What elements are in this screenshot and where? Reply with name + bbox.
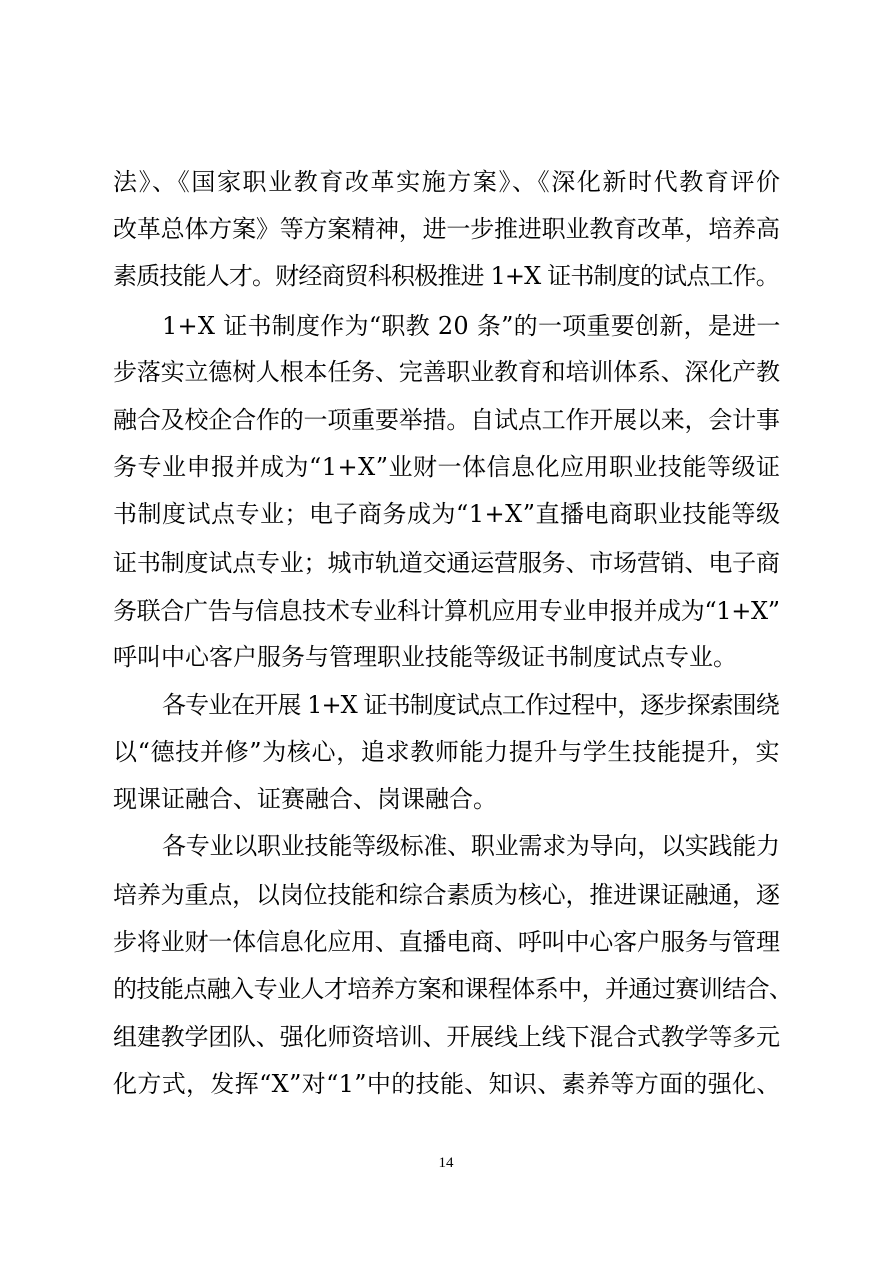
text-line: 法》、《国家职业教育改革实施方案》、《深化新时代教育评价	[113, 168, 782, 196]
text-line: 步落实立德树人根本任务、完善职业教育和培训体系、深化产教	[113, 358, 780, 386]
text-line: 改革总体方案》等方案精神，进一步推进职业教育改革，培养高	[113, 215, 780, 243]
text-line: 各专业在开展 1+X 证书制度试点工作过程中，逐步探索围绕	[162, 691, 779, 719]
page-number: 14	[438, 1155, 454, 1171]
text-line: 步将业财一体信息化应用、直播电商、呼叫中心客户服务与管理	[113, 928, 780, 956]
text-line: 呼叫中心客户服务与管理职业技能等级证书制度试点专业。	[113, 643, 737, 671]
text-line: 的技能点融入专业人才培养方案和课程体系中，并通过赛训结合、	[113, 975, 793, 1003]
text-line: 证书制度试点专业；城市轨道交通运营服务、市场营销、电子商	[113, 549, 780, 577]
text-line: 书制度试点专业；电子商务成为“1+X”直播电商职业技能等级	[113, 500, 781, 528]
text-line: 1+X 证书制度作为“职教 20 条”的一项重要创新，是进一	[162, 312, 781, 340]
text-line: 务专业申报并成为“1+X”业财一体信息化应用职业技能等级证	[113, 453, 781, 481]
text-line: 素质技能人才。财经商贸科积极推进 1+X 证书制度的试点工作。	[113, 262, 779, 290]
text-line: 组建教学团队、强化师资培训、开展线上线下混合式教学等多元	[113, 1023, 780, 1051]
text-line: 现课证融合、证赛融合、岗课融合。	[113, 785, 497, 813]
text-line: 化方式，发挥“X”对“1”中的技能、知识、素养等方面的强化、	[113, 1070, 781, 1098]
text-line: 务联合广告与信息技术专业科计算机应用专业申报并成为“1+X”	[113, 597, 780, 625]
text-line: 培养为重点，以岗位技能和综合素质为核心，推进课证融通，逐	[113, 881, 780, 909]
text-line: 以“德技并修”为核心，追求教师能力提升与学生技能提升，实	[113, 738, 781, 766]
text-line: 融合及校企合作的一项重要举措。自试点工作开展以来，会计事	[113, 406, 780, 434]
text-line: 各专业以职业技能等级标准、职业需求为导向，以实践能力	[162, 832, 780, 860]
